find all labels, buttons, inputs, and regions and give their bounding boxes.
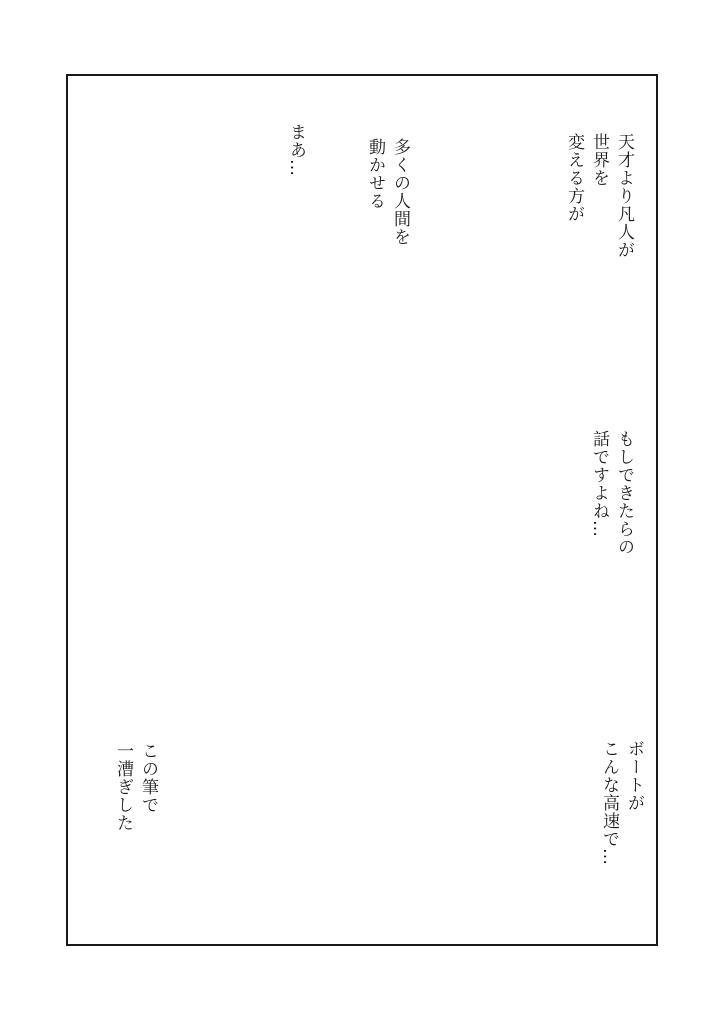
speech-bubble-well — [283, 123, 308, 177]
bubble-line: まあ… — [286, 123, 306, 177]
speech-bubble-brush — [110, 742, 160, 832]
bubble-line: 一漕ぎした — [113, 742, 133, 832]
bubble-line: こんな高速で… — [599, 740, 619, 866]
bubble-line: ボートが — [624, 740, 644, 812]
speech-bubble-genius — [561, 133, 636, 259]
speech-bubble-boat — [596, 740, 646, 866]
bubble-line: 世界を — [589, 133, 609, 187]
bubble-line: 天才より凡人が — [614, 133, 634, 259]
bubble-line: 話ですよね… — [589, 430, 609, 538]
speech-bubble-many-people — [362, 138, 412, 246]
bubble-line: 変える方が — [564, 133, 584, 223]
bubble-line: この筆で — [138, 742, 158, 814]
speech-bubble-if-possible — [586, 430, 636, 556]
bubble-line: 多くの人間を — [390, 138, 410, 246]
bubble-line: 動かせる — [365, 138, 385, 210]
bubble-line: もしできたらの — [614, 430, 634, 556]
